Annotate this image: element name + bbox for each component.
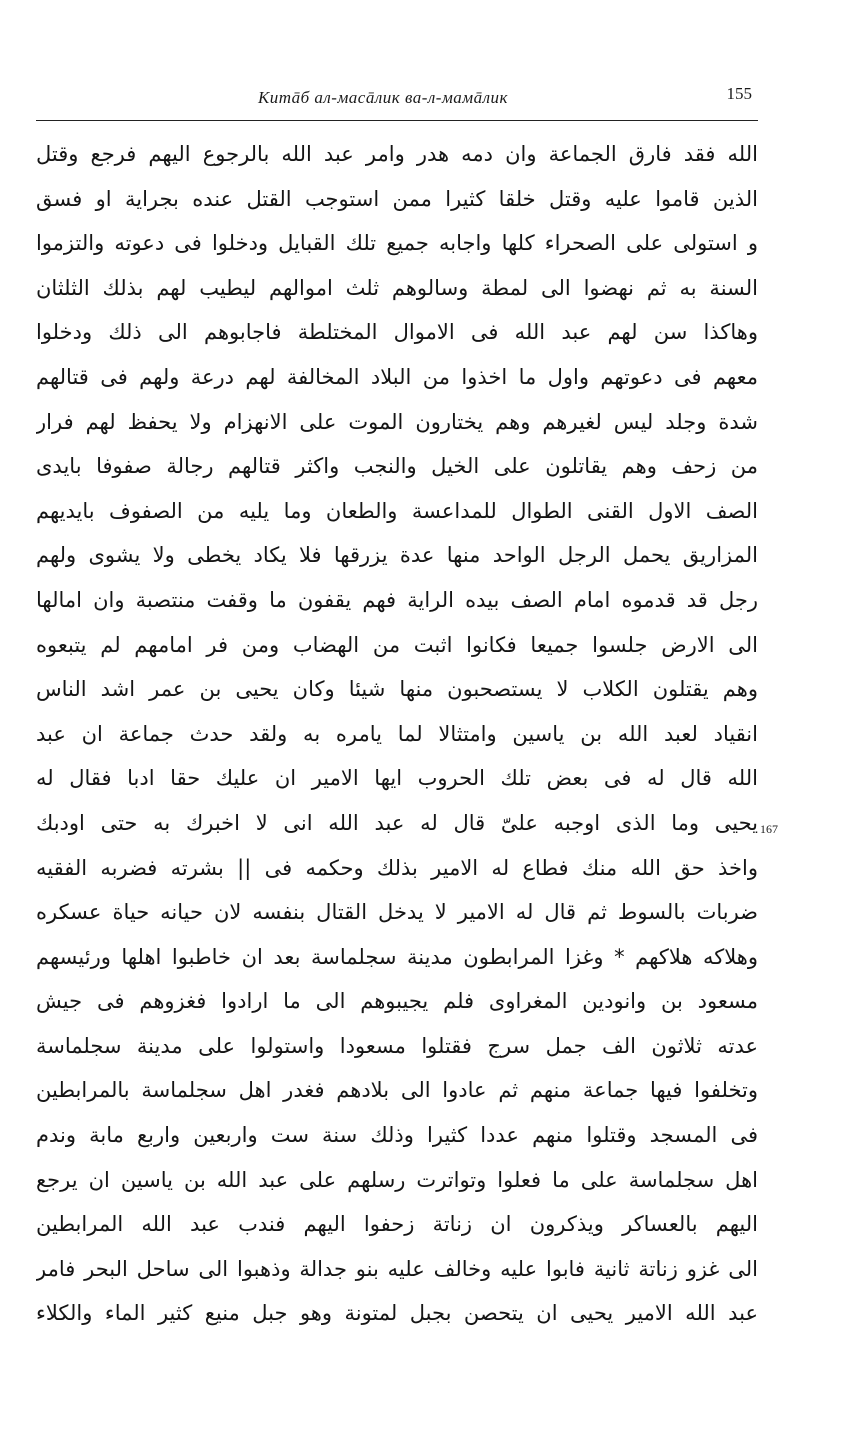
text-line: من زحف وهم يقاتلون على الخيل والنجب واكثر قتالهم رجالة صفوفا بايدى [36,454,758,479]
text-line: رجل قد قدموه امام الصف بيده الراية فهم يقفون ما وقفت منتصبة وان امالها [36,587,758,612]
text-line: يحيى وما الذى اوجبه علىّ قال له عبد الله انى لا اخبرك به حتى اودبك [36,810,758,835]
text-line: عدته ثلاثون الف جمل سرج فقتلوا مسعودا واستولوا على مدينة سجلماسة [36,1033,758,1058]
running-title: Китāб ал-масāлик ва-л-мамāлик [258,88,509,107]
text-line: الى غزو زناتة ثانية فابوا عليه وخالف عليه بنو جدالة وذهبوا الى ساحل البحر فامر [36,1256,758,1281]
text-line: و استولى على الصحراء كلها واجابه جميع تلك القبايل ودخلوا فى دعوته والتزموا [36,231,758,256]
text-line: اهل سجلماسة على ما فعلوا وتواترت رسلهم على عبد الله بن ياسين ان يرجع [36,1167,758,1192]
text-line: اليهم بالعساكر ويذكرون ان زناتة زحفوا اليهم فندب عبد الله المرابطين [36,1212,758,1237]
text-line: وهلاكه هلاكهم * وغزا المرابطون مدينة سجلماسة بعد ان خاطبوا اهلها ورئيسهم [36,944,758,969]
text-line: الصف الاول القنى الطوال للمداعسة والطعان وما يليه من الصفوف بايديهم [36,498,758,523]
text-line: السنة به ثم نهضوا الى لمطة وسالوهم ثلث اموالهم ليطيب لهم بذلك الثلثان [36,275,758,300]
text-line: فى المسجد وقتلوا منهم عددا كثيرا وذلك سنة ست واربعين واربع مابة وندم [36,1123,758,1148]
text-line: واخذ حق الله منك فطاع له الامير بذلك وحكمه فى || بشرته فضربه الفقيه [36,855,758,880]
text-line: وهم يقتلون الكلاب لا يستصحبون منها شيئا وكان يحيى بن عمر اشد الناس [36,677,758,702]
arabic-text-body [36,132,758,1336]
text-line: وتخلفوا فيها جماعة منهم ثم عادوا الى بلادهم فغدر اهل سجلماسة بالمرابطين [36,1078,758,1103]
text-line: ضربات بالسوط ثم قال له الامير لا يدخل القتال بنفسه لان حيانه حياة عسكره [36,900,758,925]
text-line: المزاريق يحمل الرجل الواحد منها عدة يزرقها فلا يكاد يخطى ولا يشوى ولهم [36,543,758,568]
text-line: الله قال له فى بعض تلك الحروب ايها الامير ان عليك حقا ادبا فقال له [36,766,758,791]
text-line: الى الارض جلسوا جميعا فكانوا اثبت من الهضاب ومن فر امامهم لم يتبعوه [36,632,758,657]
text-line: الله فقد فارق الجماعة وان دمه هدر وامر عبد الله بالرجوع اليهم فرجع وقتل [36,142,758,166]
text-line: انقياد لعبد الله بن ياسين وامتثالا لما يامره به ولقد حدث جماعة ان عبد [36,721,758,746]
text-line: الذين قاموا عليه وقتل خلقا كثيرا ممن استوجب القتل عنده بجراية او فسق [36,186,758,211]
margin-folio-number: 167 [760,822,778,836]
page-header [36,82,758,118]
text-line: معهم فى دعوتهم واول ما اخذوا من البلاد المخالفة لهم درعة ولهم فى قتالهم [36,364,758,389]
page-number: 155 [726,84,752,103]
text-line: عبد الله الامير يحيى ان يتحصن بجبل لمتونة وهو جبل منيع كثير الماء والكلاء [36,1301,758,1326]
text-line: وهاكذا سن لهم عبد الله فى الاموال المختلطة فاجابوهم الى ذلك ودخلوا [36,320,758,345]
text-line: شدة وجلد ليس لغيرهم وهم يختارون الموت على الانهزام ولا يحفظ لهم فرار [36,409,758,434]
header-rule [36,120,758,121]
text-line: مسعود بن وانودين المغراوى فلم يجيبوهم الى ما ارادوا فغزوهم فى جيش [36,989,758,1014]
